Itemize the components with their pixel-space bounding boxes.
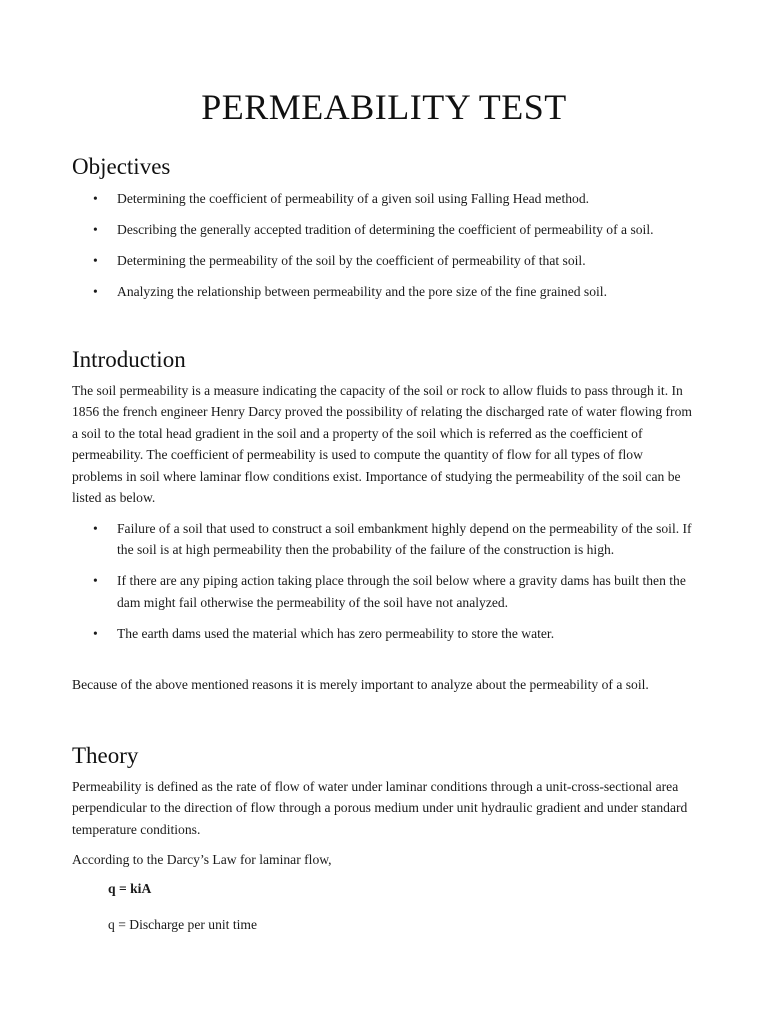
bullet-icon: • [93,573,98,589]
list-item: • The earth dams used the material which has zero permeability to store the water. [72,623,696,644]
list-item: • If there are any piping action taking place through the soil below where a gravity dams has built then the dam might fail otherwise the permeability of the soil have not analyzed. [72,570,696,613]
introduction-closing: Because of the above mentioned reasons it is merely important to analyze about the permeability of a soil. [72,677,649,692]
formula-definition: q = Discharge per unit time [108,917,257,932]
list-item: • Analyzing the relationship between permeability and the pore size of the fine grained soil. [72,281,696,302]
darcy-intro: According to the Darcy’s Law for laminar flow, [72,852,332,867]
objectives-list [72,188,696,312]
theory-heading: Theory [72,743,139,768]
bullet-icon: • [93,221,98,237]
importance-list [72,518,696,654]
bullet-icon: • [93,252,98,268]
bullet-icon: • [93,625,98,641]
bullet-icon: • [93,191,98,206]
introduction-paragraph: The soil permeability is a measure indicating the capacity of the soil or rock to allow fluids to pass through it. In 1856 the french engineer Henry Darcy proved the possibility of relating the discharged rate of water flowing from a soil to the total head gradient in the soil and a property of the soil which is referred as the coefficient of permeability. The coefficient of permeability is used to compute the quantity of flow for all types of flow problems in soil where laminar flow conditions exist. Importance of studying the permeability of the soil can be listed as below. [72,383,692,506]
list-item: • Determining the permeability of the soil by the coefficient of permeability of that soil. [72,250,696,271]
page-title: PERMEABILITY TEST [201,87,567,127]
list-item: • Determining the coefficient of permeability of a given soil using Falling Head method. [72,188,696,209]
theory-paragraph: Permeability is defined as the rate of flow of water under laminar conditions through a unit-cross-sectional area perpendicular to the direction of flow through a porous medium under unit hydraulic gradient and under standard temperature conditions. [72,779,688,837]
bullet-icon: • [93,283,98,299]
list-item: • Failure of a soil that used to construct a soil embankment highly depend on the permeability of the soil. If the soil is at high permeability then the probability of the failure of the construction is high. [72,518,696,561]
objectives-heading: Objectives [72,154,171,179]
list-item: • Describing the generally accepted tradition of determining the coefficient of permeability of a soil. [72,219,696,240]
introduction-heading: Introduction [72,347,186,372]
bullet-icon: • [93,521,98,536]
darcy-formula: q = kiA [108,881,152,896]
